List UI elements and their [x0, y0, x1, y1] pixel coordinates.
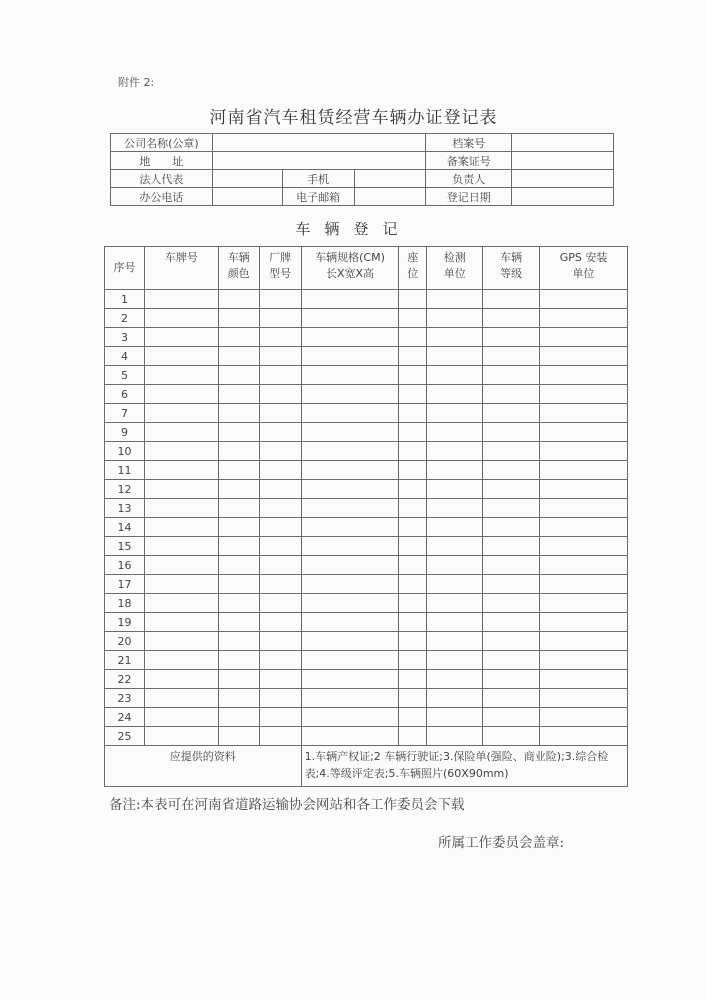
vehicle-cell[interactable] — [399, 670, 427, 689]
vehicle-cell[interactable] — [483, 404, 540, 423]
vehicle-cell[interactable] — [144, 328, 218, 347]
vehicle-cell[interactable] — [218, 727, 259, 746]
header-cell: 座 位 — [399, 247, 427, 290]
table-row — [105, 518, 628, 537]
vehicle-cell[interactable] — [301, 309, 399, 328]
vehicle-cell[interactable] — [427, 442, 483, 461]
vehicle-cell[interactable] — [399, 708, 427, 727]
table-row — [105, 575, 628, 594]
vehicle-cell[interactable] — [483, 651, 540, 670]
header-cell: 检测 单位 — [427, 247, 483, 290]
email-field[interactable] — [354, 188, 426, 206]
table-row — [105, 480, 628, 499]
vehicle-cell[interactable] — [218, 499, 259, 518]
vehicle-cell[interactable] — [218, 556, 259, 575]
form-title: 河南省汽车租赁经营车辆办证登记表 — [209, 108, 498, 128]
reg-date-label: 登记日期 — [426, 188, 512, 206]
vehicle-cell[interactable] — [144, 651, 218, 670]
row-number: 7 — [105, 404, 145, 423]
vehicle-cell[interactable] — [144, 537, 218, 556]
vehicle-cell[interactable] — [218, 404, 259, 423]
vehicle-cell[interactable] — [259, 537, 301, 556]
vehicle-cell[interactable] — [427, 499, 483, 518]
vehicle-cell[interactable] — [259, 290, 301, 309]
address-field[interactable] — [212, 152, 426, 170]
table-row — [105, 385, 628, 404]
company-name-field[interactable] — [212, 134, 426, 152]
reg-date-field[interactable] — [512, 188, 614, 206]
vehicle-cell[interactable] — [144, 556, 218, 575]
vehicle-cell[interactable] — [427, 632, 483, 651]
seal-line: 所属工作委员会盖章: — [438, 835, 565, 851]
mobile-field[interactable] — [354, 170, 426, 188]
vehicle-cell[interactable] — [301, 727, 399, 746]
vehicle-cell[interactable] — [301, 499, 399, 518]
vehicle-cell[interactable] — [259, 442, 301, 461]
vehicle-cell[interactable] — [540, 518, 628, 537]
vehicle-cell[interactable] — [483, 594, 540, 613]
vehicle-cell[interactable] — [483, 347, 540, 366]
vehicle-cell[interactable] — [144, 594, 218, 613]
vehicle-cell[interactable] — [427, 727, 483, 746]
vehicle-cell[interactable] — [301, 347, 399, 366]
attachment-label: 附件 2: — [118, 76, 155, 89]
vehicle-cell[interactable] — [399, 632, 427, 651]
vehicle-cell[interactable] — [218, 385, 259, 404]
manager-field[interactable] — [512, 170, 614, 188]
vehicle-cell[interactable] — [540, 537, 628, 556]
row-number: 4 — [105, 347, 145, 366]
vehicle-cell[interactable] — [540, 290, 628, 309]
vehicle-cell[interactable] — [427, 423, 483, 442]
vehicle-cell[interactable] — [144, 632, 218, 651]
vehicle-cell[interactable] — [483, 290, 540, 309]
vehicle-cell[interactable] — [144, 290, 218, 309]
vehicle-cell[interactable] — [399, 727, 427, 746]
legal-rep-label: 法人代表 — [111, 170, 213, 188]
vehicle-cell[interactable] — [483, 556, 540, 575]
vehicle-cell[interactable] — [427, 689, 483, 708]
vehicle-cell[interactable] — [540, 575, 628, 594]
vehicle-cell[interactable] — [301, 670, 399, 689]
vehicle-cell[interactable] — [540, 442, 628, 461]
row-number: 15 — [105, 537, 145, 556]
vehicle-cell[interactable] — [399, 309, 427, 328]
table-row — [105, 442, 628, 461]
vehicle-cell[interactable] — [483, 537, 540, 556]
vehicle-cell[interactable] — [427, 556, 483, 575]
vehicle-cell[interactable] — [259, 385, 301, 404]
mobile-label: 手机 — [282, 170, 354, 188]
row-number: 14 — [105, 518, 145, 537]
table-row — [105, 689, 628, 708]
table-row — [105, 366, 628, 385]
row-number: 11 — [105, 461, 145, 480]
vehicle-cell[interactable] — [259, 651, 301, 670]
required-docs-row — [105, 746, 628, 787]
vehicle-cell[interactable] — [399, 328, 427, 347]
vehicle-cell[interactable] — [540, 708, 628, 727]
vehicle-cell[interactable] — [218, 290, 259, 309]
table-row — [105, 461, 628, 480]
vehicle-cell[interactable] — [427, 594, 483, 613]
office-phone-field[interactable] — [212, 188, 282, 206]
table-row — [105, 347, 628, 366]
vehicle-cell[interactable] — [540, 651, 628, 670]
vehicle-cell[interactable] — [540, 347, 628, 366]
row-number: 6 — [105, 385, 145, 404]
vehicle-cell[interactable] — [483, 328, 540, 347]
table-row — [105, 423, 628, 442]
legal-rep-field[interactable] — [212, 170, 282, 188]
row-number: 21 — [105, 651, 145, 670]
vehicle-cell[interactable] — [259, 480, 301, 499]
vehicle-cell[interactable] — [540, 423, 628, 442]
vehicle-cell[interactable] — [144, 727, 218, 746]
vehicle-cell[interactable] — [301, 385, 399, 404]
vehicle-cell[interactable] — [301, 632, 399, 651]
vehicle-cell[interactable] — [301, 708, 399, 727]
vehicle-cell[interactable] — [218, 651, 259, 670]
vehicle-cell[interactable] — [259, 499, 301, 518]
vehicle-cell[interactable] — [540, 309, 628, 328]
vehicle-cell[interactable] — [144, 366, 218, 385]
vehicle-rows — [105, 290, 628, 746]
row-number: 17 — [105, 575, 145, 594]
table-row — [105, 290, 628, 309]
vehicle-cell[interactable] — [301, 442, 399, 461]
vehicle-cell[interactable] — [399, 404, 427, 423]
vehicle-cell[interactable] — [144, 708, 218, 727]
vehicle-cell[interactable] — [259, 347, 301, 366]
vehicle-cell[interactable] — [483, 708, 540, 727]
table-row — [105, 727, 628, 746]
vehicle-cell[interactable] — [259, 423, 301, 442]
vehicle-cell[interactable] — [218, 366, 259, 385]
header-cell: 车辆规格(CM) 长X宽X高 — [301, 247, 399, 290]
vehicle-cell[interactable] — [218, 632, 259, 651]
company-info-table — [110, 133, 614, 206]
vehicle-cell[interactable] — [483, 461, 540, 480]
vehicle-cell[interactable] — [301, 404, 399, 423]
table-row — [105, 708, 628, 727]
vehicle-cell[interactable] — [540, 404, 628, 423]
vehicle-cell[interactable] — [301, 290, 399, 309]
vehicle-cell[interactable] — [259, 632, 301, 651]
vehicle-cell[interactable] — [218, 594, 259, 613]
vehicle-cell[interactable] — [540, 328, 628, 347]
vehicle-cell[interactable] — [483, 423, 540, 442]
vehicle-cell[interactable] — [399, 518, 427, 537]
header-cell: 车辆 等级 — [483, 247, 540, 290]
table-row — [105, 651, 628, 670]
vehicle-cell[interactable] — [540, 594, 628, 613]
row-number: 1 — [105, 290, 145, 309]
vehicle-cell[interactable] — [399, 499, 427, 518]
vehicle-cell[interactable] — [218, 328, 259, 347]
filing-cert-field[interactable] — [512, 152, 614, 170]
vehicle-cell[interactable] — [301, 575, 399, 594]
vehicle-cell[interactable] — [483, 613, 540, 632]
row-number: 2 — [105, 309, 145, 328]
vehicle-cell[interactable] — [399, 651, 427, 670]
remark-note: 备注:本表可在河南省道路运输协会网站和各工作委员会下载 — [109, 797, 465, 813]
vehicle-cell[interactable] — [399, 366, 427, 385]
vehicle-cell[interactable] — [540, 670, 628, 689]
vehicle-cell[interactable] — [427, 651, 483, 670]
vehicle-cell[interactable] — [259, 518, 301, 537]
vehicle-cell[interactable] — [259, 461, 301, 480]
vehicle-cell[interactable] — [218, 689, 259, 708]
vehicle-cell[interactable] — [399, 537, 427, 556]
table-row — [105, 309, 628, 328]
table-row — [105, 404, 628, 423]
vehicle-cell[interactable] — [144, 423, 218, 442]
vehicle-cell[interactable] — [483, 499, 540, 518]
vehicle-cell[interactable] — [218, 309, 259, 328]
vehicle-cell[interactable] — [483, 442, 540, 461]
vehicle-cell[interactable] — [399, 556, 427, 575]
address-label: 地 址 — [111, 152, 213, 170]
vehicle-cell[interactable] — [218, 613, 259, 632]
vehicle-cell[interactable] — [427, 385, 483, 404]
table-row — [105, 556, 628, 575]
vehicle-cell[interactable] — [399, 290, 427, 309]
vehicle-cell[interactable] — [218, 347, 259, 366]
vehicle-cell[interactable] — [218, 461, 259, 480]
vehicle-cell[interactable] — [259, 594, 301, 613]
vehicle-cell[interactable] — [483, 480, 540, 499]
row-number: 24 — [105, 708, 145, 727]
vehicle-cell[interactable] — [540, 556, 628, 575]
vehicle-cell[interactable] — [427, 328, 483, 347]
row-number: 12 — [105, 480, 145, 499]
vehicle-cell[interactable] — [144, 670, 218, 689]
vehicle-cell[interactable] — [427, 290, 483, 309]
vehicle-cell[interactable] — [259, 708, 301, 727]
vehicle-cell[interactable] — [259, 613, 301, 632]
table-row — [105, 613, 628, 632]
vehicle-cell[interactable] — [483, 518, 540, 537]
vehicle-cell[interactable] — [301, 537, 399, 556]
vehicle-cell[interactable] — [301, 594, 399, 613]
vehicle-cell[interactable] — [483, 632, 540, 651]
vehicle-cell[interactable] — [540, 385, 628, 404]
vehicle-cell[interactable] — [540, 366, 628, 385]
vehicle-cell[interactable] — [427, 518, 483, 537]
vehicle-cell[interactable] — [540, 727, 628, 746]
email-label: 电子邮箱 — [282, 188, 354, 206]
vehicle-cell[interactable] — [144, 480, 218, 499]
vehicle-cell[interactable] — [427, 480, 483, 499]
vehicle-cell[interactable] — [399, 461, 427, 480]
vehicle-cell[interactable] — [483, 309, 540, 328]
vehicle-cell[interactable] — [144, 442, 218, 461]
company-name-label: 公司名称(公章) — [111, 134, 213, 152]
vehicle-cell[interactable] — [144, 385, 218, 404]
vehicle-cell[interactable] — [483, 670, 540, 689]
section-title: 车辆登记 — [295, 220, 412, 238]
required-docs-label: 应提供的资料 — [105, 746, 302, 787]
row-number: 13 — [105, 499, 145, 518]
vehicle-cell[interactable] — [427, 708, 483, 727]
manager-label: 负责人 — [426, 170, 512, 188]
vehicle-cell[interactable] — [540, 480, 628, 499]
vehicle-cell[interactable] — [427, 613, 483, 632]
vehicle-cell[interactable] — [144, 613, 218, 632]
vehicle-cell[interactable] — [427, 347, 483, 366]
vehicle-header-row — [105, 247, 628, 290]
vehicle-cell[interactable] — [399, 613, 427, 632]
vehicle-cell[interactable] — [540, 632, 628, 651]
row-number: 5 — [105, 366, 145, 385]
filing-cert-label: 备案证号 — [426, 152, 512, 170]
vehicle-cell[interactable] — [301, 423, 399, 442]
vehicle-cell[interactable] — [483, 689, 540, 708]
vehicle-cell[interactable] — [399, 594, 427, 613]
vehicle-cell[interactable] — [259, 727, 301, 746]
header-cell: 车牌号 — [144, 247, 218, 290]
vehicle-cell[interactable] — [483, 727, 540, 746]
vehicle-cell[interactable] — [399, 689, 427, 708]
row-number: 9 — [105, 423, 145, 442]
vehicle-cell[interactable] — [427, 461, 483, 480]
table-row — [105, 632, 628, 651]
vehicle-cell[interactable] — [259, 556, 301, 575]
vehicle-cell[interactable] — [301, 556, 399, 575]
vehicle-cell[interactable] — [218, 537, 259, 556]
vehicle-cell[interactable] — [144, 347, 218, 366]
vehicle-cell[interactable] — [259, 689, 301, 708]
vehicle-table — [104, 246, 628, 787]
vehicle-cell[interactable] — [301, 461, 399, 480]
table-row — [105, 499, 628, 518]
row-number: 25 — [105, 727, 145, 746]
vehicle-cell[interactable] — [218, 670, 259, 689]
vehicle-cell[interactable] — [301, 366, 399, 385]
table-row — [105, 328, 628, 347]
vehicle-cell[interactable] — [427, 309, 483, 328]
vehicle-cell[interactable] — [301, 328, 399, 347]
header-cell: 车辆 颜色 — [218, 247, 259, 290]
vehicle-cell[interactable] — [483, 385, 540, 404]
vehicle-cell[interactable] — [144, 404, 218, 423]
table-row — [105, 670, 628, 689]
header-cell: GPS 安装 单位 — [540, 247, 628, 290]
vehicle-cell[interactable] — [218, 708, 259, 727]
office-phone-label: 办公电话 — [111, 188, 213, 206]
file-no-label: 档案号 — [426, 134, 512, 152]
vehicle-cell[interactable] — [399, 347, 427, 366]
vehicle-cell[interactable] — [399, 575, 427, 594]
vehicle-cell[interactable] — [540, 689, 628, 708]
vehicle-cell[interactable] — [483, 366, 540, 385]
vehicle-cell[interactable] — [427, 575, 483, 594]
vehicle-cell[interactable] — [144, 575, 218, 594]
row-number: 23 — [105, 689, 145, 708]
vehicle-cell[interactable] — [259, 670, 301, 689]
vehicle-cell[interactable] — [218, 575, 259, 594]
row-number: 16 — [105, 556, 145, 575]
vehicle-cell[interactable] — [144, 499, 218, 518]
vehicle-cell[interactable] — [483, 575, 540, 594]
row-number: 19 — [105, 613, 145, 632]
vehicle-cell[interactable] — [144, 309, 218, 328]
row-number: 18 — [105, 594, 145, 613]
vehicle-cell[interactable] — [301, 613, 399, 632]
vehicle-cell[interactable] — [218, 423, 259, 442]
vehicle-cell[interactable] — [427, 366, 483, 385]
vehicle-cell[interactable] — [427, 404, 483, 423]
vehicle-cell[interactable] — [427, 670, 483, 689]
vehicle-cell[interactable] — [259, 404, 301, 423]
row-number: 10 — [105, 442, 145, 461]
row-number: 20 — [105, 632, 145, 651]
row-number: 3 — [105, 328, 145, 347]
table-row — [105, 594, 628, 613]
vehicle-cell[interactable] — [259, 309, 301, 328]
vehicle-cell[interactable] — [540, 613, 628, 632]
vehicle-cell[interactable] — [301, 689, 399, 708]
vehicle-cell[interactable] — [399, 480, 427, 499]
vehicle-cell[interactable] — [218, 518, 259, 537]
vehicle-cell[interactable] — [144, 518, 218, 537]
header-cell: 序号 — [105, 247, 145, 290]
vehicle-cell[interactable] — [301, 480, 399, 499]
vehicle-cell[interactable] — [218, 442, 259, 461]
vehicle-cell[interactable] — [540, 499, 628, 518]
vehicle-cell[interactable] — [399, 385, 427, 404]
table-row — [105, 537, 628, 556]
vehicle-cell[interactable] — [540, 461, 628, 480]
vehicle-cell[interactable] — [218, 480, 259, 499]
vehicle-cell[interactable] — [259, 366, 301, 385]
vehicle-cell[interactable] — [399, 423, 427, 442]
vehicle-cell[interactable] — [301, 651, 399, 670]
vehicle-cell[interactable] — [144, 689, 218, 708]
header-cell: 厂牌 型号 — [259, 247, 301, 290]
vehicle-cell[interactable] — [301, 518, 399, 537]
vehicle-cell[interactable] — [399, 442, 427, 461]
vehicle-cell[interactable] — [427, 537, 483, 556]
required-docs-text: 1.车辆产权证;2 车辆行驶证;3.保险单(强险、商业险);3.综合检表;4.等级评定表;5.车辆照片(60X90mm) — [301, 746, 627, 787]
vehicle-cell[interactable] — [259, 575, 301, 594]
vehicle-cell[interactable] — [259, 328, 301, 347]
file-no-field[interactable] — [512, 134, 614, 152]
vehicle-cell[interactable] — [144, 461, 218, 480]
row-number: 22 — [105, 670, 145, 689]
